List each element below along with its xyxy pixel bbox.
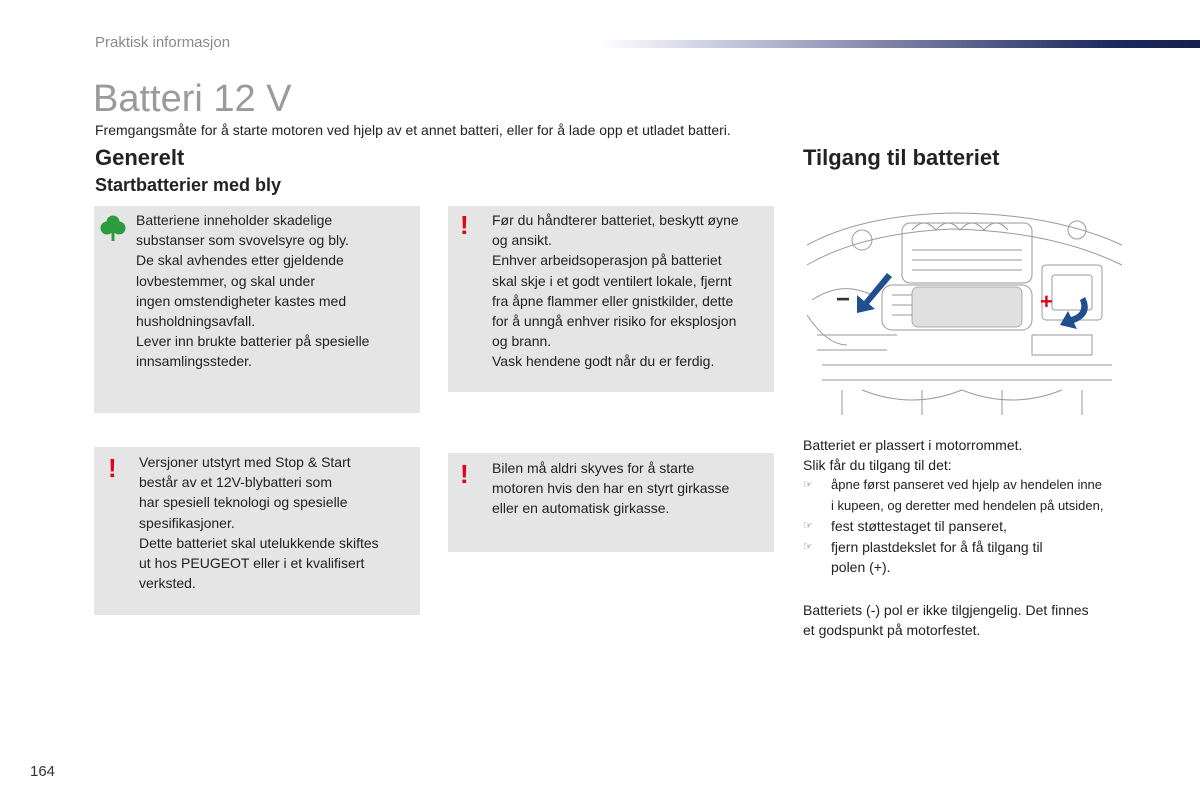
ground-point-note bbox=[803, 600, 1089, 640]
pointing-hand-icon: ☞ bbox=[803, 479, 813, 491]
bullet-line: fjern plastdekslet for å få tilgang til bbox=[831, 538, 1043, 555]
bullet-line: åpne først panseret ved hjelp av hendelen inne bbox=[831, 477, 1103, 492]
box-line: substanser som svovelsyre og bly. bbox=[136, 232, 349, 249]
page-number: 164 bbox=[30, 763, 56, 780]
box-line: Batteriene inneholder skadelige bbox=[136, 212, 333, 228]
box-line: eller en automatisk girkasse. bbox=[492, 500, 670, 517]
intro-text: Fremgangsmåte for å starte motoren ved hjelp av et annet batteri, eller for å lade opp et utladet batteri. bbox=[95, 122, 731, 138]
info-box-recycling bbox=[94, 206, 420, 413]
box-line: lovbestemmer, og skal under bbox=[136, 272, 315, 289]
box-line: har spesiell teknologi og spesielle bbox=[139, 494, 348, 511]
pointing-hand-icon: ☞ bbox=[803, 540, 813, 553]
heading-generelt: Generelt bbox=[95, 145, 185, 170]
access-intro: Slik får du tilgang til det: bbox=[803, 457, 952, 473]
note-line: Batteriets (-) pol er ikke tilgjengelig. Det finnes bbox=[803, 602, 1089, 618]
pointing-hand-icon: ☞ bbox=[803, 520, 813, 532]
bullet-line: polen (+). bbox=[831, 559, 891, 575]
box-line: ut hos PEUGEOT eller i et kvalifisert bbox=[139, 555, 365, 572]
minus-sign: − bbox=[836, 286, 851, 313]
box-line: og ansikt. bbox=[492, 232, 552, 249]
warning-box-pushing bbox=[448, 453, 774, 552]
exclamation-icon: ! bbox=[460, 210, 469, 240]
box-line: De skal avhendes etter gjeldende bbox=[136, 252, 344, 269]
box-line: Versjoner utstyrt med Stop & Start bbox=[139, 454, 351, 470]
list-item bbox=[803, 516, 1143, 537]
engine-bay-illustration bbox=[802, 205, 1128, 423]
plus-sign: + bbox=[1040, 289, 1053, 314]
box-line: Før du håndterer batteriet, beskytt øyne bbox=[492, 212, 739, 228]
recycle-tree-icon bbox=[100, 214, 126, 244]
heading-tilgang: Tilgang til batteriet bbox=[803, 145, 1000, 170]
box-line: Bilen må aldri skyves for å starte bbox=[492, 460, 695, 476]
box-line: verksted. bbox=[139, 575, 196, 592]
access-steps bbox=[803, 475, 1143, 578]
exclamation-icon: ! bbox=[108, 453, 117, 483]
box-line: fra åpne flammer eller gnistkilder, dette bbox=[492, 292, 734, 309]
box-line: innsamlingssteder. bbox=[136, 353, 252, 370]
box-line: og brann. bbox=[492, 333, 552, 350]
box-line: motoren hvis den har en styrt girkasse bbox=[492, 480, 730, 497]
warning-box-stop-start bbox=[94, 447, 420, 615]
page-title: Batteri 12 V bbox=[93, 78, 292, 120]
list-item bbox=[803, 475, 1143, 516]
header-gradient-bar bbox=[600, 40, 1200, 48]
box-line: Dette batteriet skal utelukkende skiftes bbox=[139, 534, 379, 551]
box-line: Lever inn brukte batterier på spesielle bbox=[136, 333, 370, 350]
box-line: Vask hendene godt når du er ferdig. bbox=[492, 353, 715, 370]
list-item bbox=[803, 537, 1143, 578]
bullet-line: fest støttestaget til panseret, bbox=[831, 518, 1007, 534]
box-line: spesifikasjoner. bbox=[139, 514, 235, 531]
box-line: består av et 12V-blybatteri som bbox=[139, 474, 332, 491]
box-line: ingen omstendigheter kastes med bbox=[136, 292, 347, 309]
box-line: for å unngå enhver risiko for eksplosjon bbox=[492, 313, 737, 330]
warning-box-handling bbox=[448, 206, 774, 392]
box-line: Enhver arbeidsoperasjon på batteriet bbox=[492, 252, 722, 269]
bullet-line: i kupeen, og deretter med hendelen på utsiden, bbox=[831, 497, 1104, 513]
section-title: Praktisk informasjon bbox=[95, 34, 231, 51]
location-text: Batteriet er plassert i motorrommet. bbox=[803, 437, 1023, 453]
exclamation-icon: ! bbox=[460, 459, 469, 489]
subheading-startbatterier: Startbatterier med bly bbox=[95, 175, 282, 195]
box-line: husholdningsavfall. bbox=[136, 313, 256, 330]
box-line: skal skje i et godt ventilert lokale, fjernt bbox=[492, 272, 732, 289]
note-line: et godspunkt på motorfestet. bbox=[803, 622, 981, 638]
